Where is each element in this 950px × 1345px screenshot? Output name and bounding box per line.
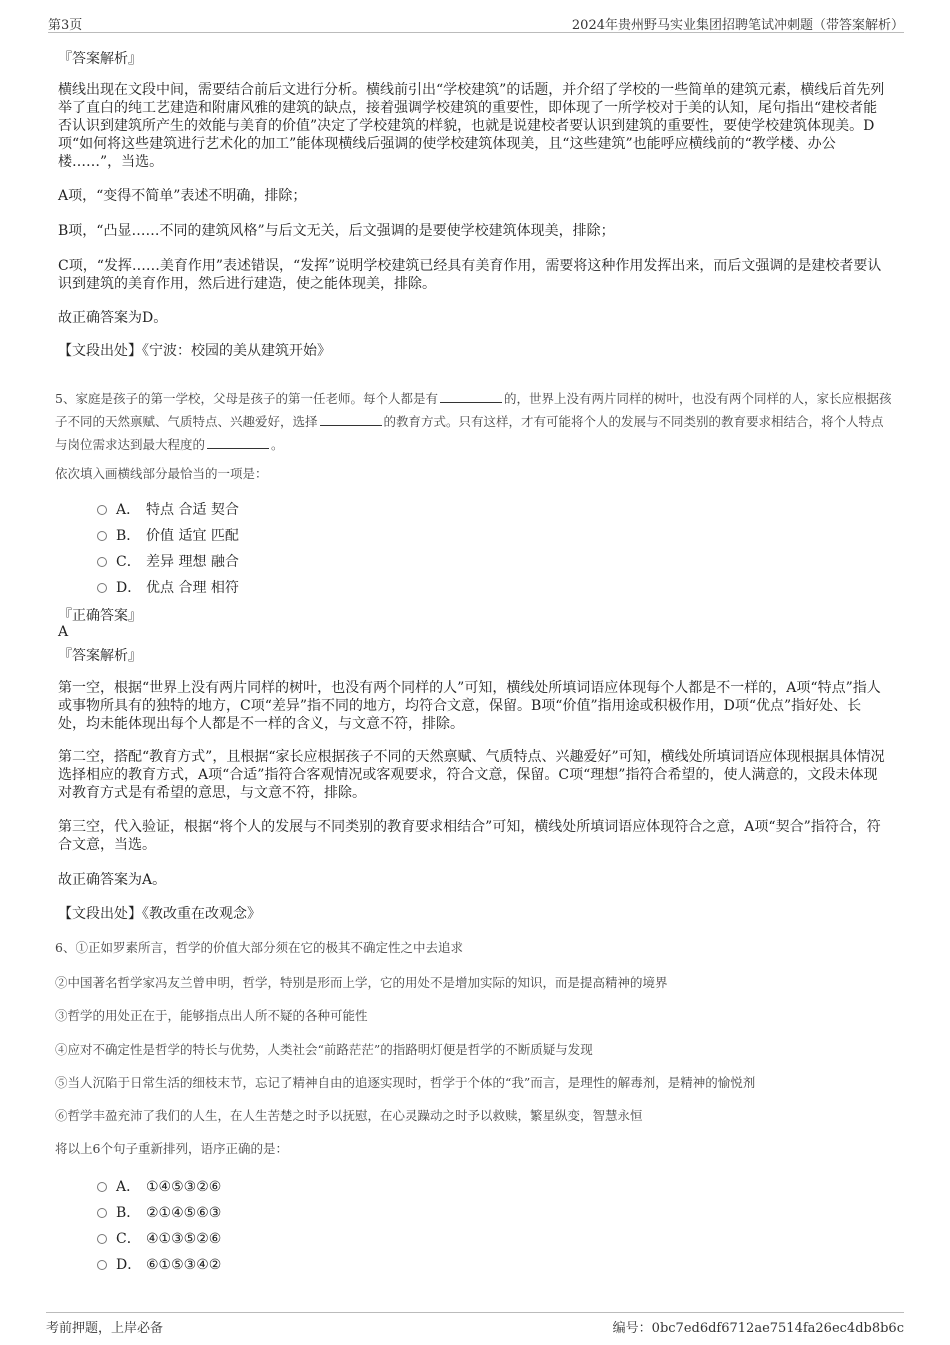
q5-instruction: 依次填入画横线部分最恰当的一项是： [55, 466, 268, 481]
page-number: 第3页 [48, 18, 83, 33]
q5-analysis-p2: 第二空，搭配“教育方式”，且根据“家长应根据孩子不同的天然禀赋、气质特点、兴趣爱好”可知，横线处所填词语应体现根据具体情况选择相应的教育方式，A项“合适”指符合客观情况或客观要求，符合文意，保留。C项“理想”指符合希望的，使人满意的，文段未体现对教育方式是有希望的意思，与文意不符，排除。 [58, 749, 885, 801]
option-text: 价值 适宜 匹配 [146, 528, 239, 544]
option-text: ④①③⑤②⑥ [146, 1231, 222, 1247]
q6-instruction: 将以上6个句子重新排列，语序正确的是： [55, 1141, 288, 1156]
q6-option-a[interactable] [97, 1176, 221, 1196]
blank-1 [440, 388, 502, 403]
q6-option-b[interactable] [97, 1202, 221, 1222]
q4-analysis-p2: A项，“变得不简单”表述不明确，排除； [58, 188, 307, 204]
q5-option-b[interactable] [97, 525, 239, 545]
radio-icon[interactable] [97, 1208, 107, 1218]
q4-analysis-label: 『答案解析』 [58, 51, 142, 67]
option-letter: C． [116, 554, 141, 570]
q4-analysis-p1: 横线出现在文段中间，需要结合前后文进行分析。横线前引出“学校建筑”的话题，并介绍了学校的一些简单的建筑元素，横线后首先列举了直白的纯工艺建造和附庸风雅的建筑的缺点，接着强调学校建筑的重要性，即体现了一所学校对于美的认知，尾句指出“建校者能否认识到建筑所产生的效能与美育的价值”决定了学校建筑的样貌，也就是说建校者要认识到建筑的重要性，要使学校建筑体现美。D项“如何将这些建筑进行艺术化的加工”能体现横线后强调的使学校建筑体现美，且“这些建筑”也能呼应横线前的“教学楼、办公楼……”，当选。 [58, 82, 885, 170]
document-title: 2024年贵州野马实业集团招聘笔试冲刺题（带答案解析） [571, 18, 904, 33]
radio-icon[interactable] [97, 557, 107, 567]
q5-option-d[interactable] [97, 577, 239, 597]
q5-analysis-label: 『答案解析』 [58, 648, 142, 664]
option-text: ⑥①⑤③④② [146, 1257, 222, 1273]
page-footer [46, 1312, 904, 1337]
q5-correct-label: 『正确答案』 [58, 608, 142, 624]
option-text: 差异 理想 融合 [146, 554, 239, 570]
code-label: 编号： [612, 1321, 652, 1336]
option-text: ①④⑤③②⑥ [146, 1179, 222, 1195]
q4-analysis-p4: C项，“发挥……美育作用”表述错误，“发挥”说明学校建筑已经具有美育作用，需要将这种作用发挥出来，而后文强调的是建校者要认识到建筑的美育作用，然后进行建造，使之能体现美，排除。 [58, 258, 882, 292]
option-text: ②①④⑤⑥③ [146, 1205, 222, 1221]
option-text: 优点 合理 相符 [146, 580, 239, 596]
q5-conclusion: 故正确答案为A。 [58, 872, 167, 888]
q5-correct-answer: A [58, 624, 69, 640]
radio-icon[interactable] [97, 1260, 107, 1270]
option-letter: D． [116, 580, 142, 596]
q4-source: 【文段出处】《宁波：校园的美从建筑开始》 [58, 343, 331, 359]
q6-sentence-4: ④应对不确定性是哲学的特长与优势，人类社会“前路茫茫”的指路明灯便是哲学的不断质疑与发现 [55, 1042, 593, 1057]
blank-3 [207, 434, 269, 449]
q5-stem-part-a: 5、家庭是孩子的第一学校，父母是孩子的第一任老师。每个人都是有 [55, 391, 438, 406]
radio-icon[interactable] [97, 583, 107, 593]
q6-sentence-3: ③哲学的用处正在于，能够指点出人所不疑的各种可能性 [55, 1008, 368, 1023]
q5-stem [55, 387, 895, 456]
option-letter: B． [116, 528, 141, 544]
option-letter: A． [116, 1179, 141, 1195]
q6-option-c[interactable] [97, 1228, 221, 1248]
q6-option-d[interactable] [97, 1254, 221, 1274]
code-value: 0bc7ed6df6712ae7514fa26ec4db8b6c [651, 1321, 904, 1336]
page-header [48, 10, 904, 33]
q5-stem-part-b: 的，世界上没有两片同样的树叶，也没有两个同样的人，家长应根据孩子不同的天然禀赋、气质特点、兴趣爱好，选择 [55, 391, 892, 429]
option-letter: D． [116, 1257, 142, 1273]
radio-icon[interactable] [97, 1234, 107, 1244]
q4-analysis-p3: B项，“凸显……不同的建筑风格”与后文无关，后文强调的是要使学校建筑体现美，排除； [58, 223, 615, 239]
q5-stem-part-d: 。 [271, 437, 284, 452]
q5-analysis-p1: 第一空，根据“世界上没有两片同样的树叶，也没有两个同样的人”可知，横线处所填词语应体现每个人都是不一样的，A项“特点”指人或事物所具有的独特的地方，C项“差异”指不同的地方，均符合文意，保留。B项“价值”指用途或积极作用，D项“优点”指好处、长处，均未能体现出每个人都是不一样的含义，与文意不符，排除。 [58, 680, 881, 732]
option-letter: A． [116, 502, 141, 518]
radio-icon[interactable] [97, 505, 107, 515]
q5-option-a[interactable] [97, 499, 239, 519]
q5-stem-part-c: 的教育方式。只有这样，才有可能将个人的发展与不同类别的教育要求相结合，将个人特点与岗位需求达到最大程度的 [55, 414, 884, 452]
blank-2 [320, 411, 382, 426]
footer-note: 考前押题，上岸必备 [46, 1321, 164, 1336]
q4-conclusion: 故正确答案为D。 [58, 310, 168, 326]
radio-icon[interactable] [97, 531, 107, 541]
document-code [613, 1317, 904, 1336]
radio-icon[interactable] [97, 1182, 107, 1192]
q6-sentence-2: ②中国著名哲学家冯友兰曾申明，哲学，特别是形而上学，它的用处不是增加实际的知识，而是提高精神的境界 [55, 975, 668, 990]
q6-sentence-1: 6、①正如罗素所言，哲学的价值大部分须在它的极其不确定性之中去追求 [55, 940, 463, 955]
q6-sentence-6: ⑥哲学丰盈充沛了我们的人生，在人生苦楚之时予以抚慰，在心灵躁动之时予以救赎，繁星纵变，智慧永恒 [55, 1108, 643, 1123]
q6-sentence-5: ⑤当人沉陷于日常生活的细枝末节，忘记了精神自由的追逐实现时，哲学于个体的“我”而言，是理性的解毒剂，是精神的愉悦剂 [55, 1075, 756, 1090]
option-letter: B． [116, 1205, 141, 1221]
option-text: 特点 合适 契合 [146, 502, 239, 518]
q5-analysis-p3: 第三空，代入验证，根据“将个人的发展与不同类别的教育要求相结合”可知，横线处所填词语应体现符合之意，A项“契合”指符合，符合文意，当选。 [58, 819, 881, 853]
option-letter: C． [116, 1231, 141, 1247]
q5-source: 【文段出处】《教改重在改观念》 [58, 906, 261, 922]
q5-option-c[interactable] [97, 551, 239, 571]
